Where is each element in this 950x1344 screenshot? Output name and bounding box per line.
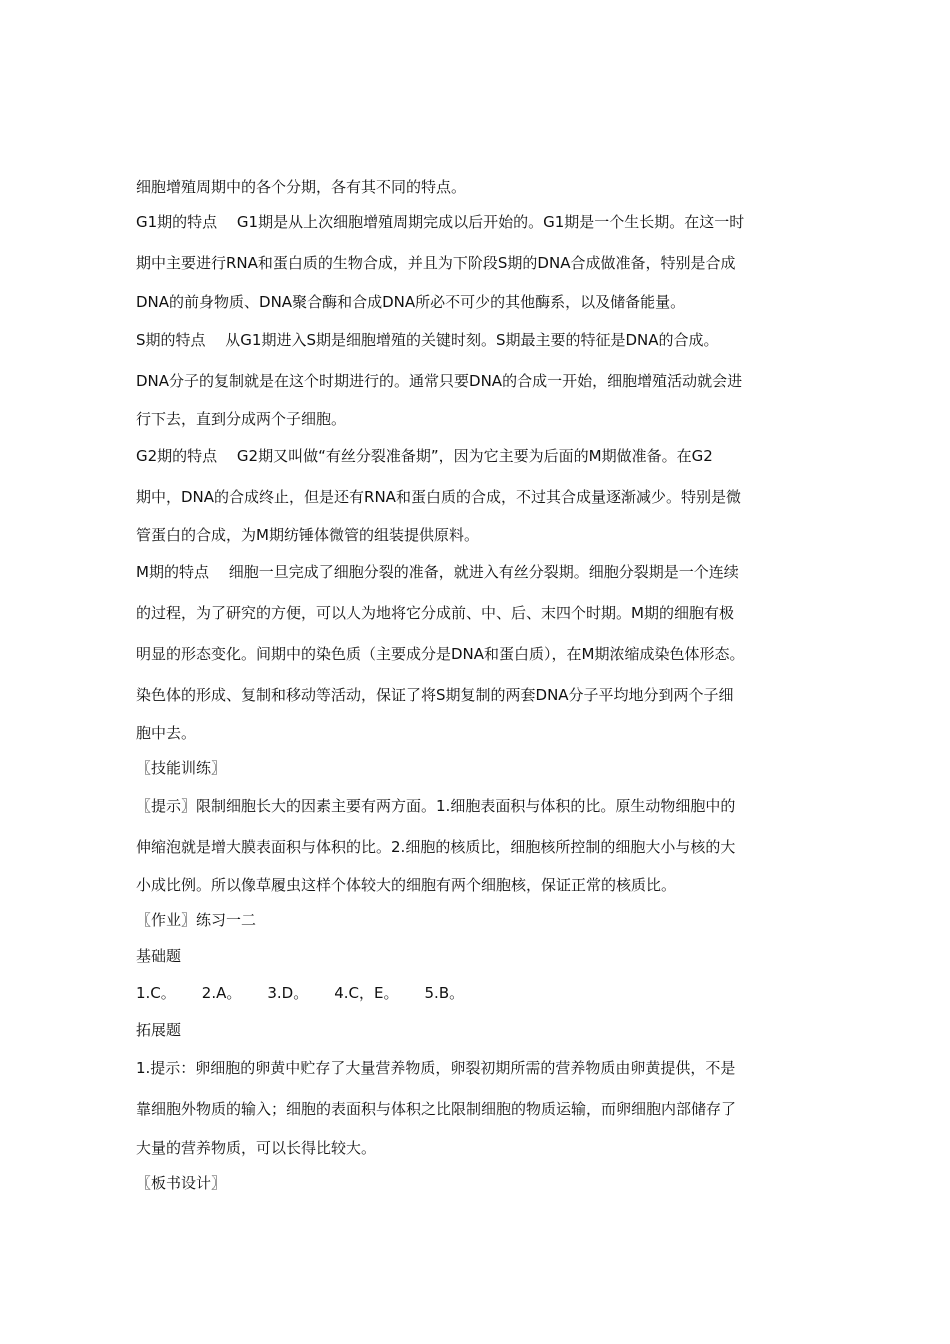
answer-1: 1.C。 [136, 984, 176, 1002]
board-design-heading: 〖板书设计〗 [136, 1174, 227, 1192]
g2-heading-line: G2期的特点 G2期又叫做“有丝分裂准备期”，因为它主要为后面的M期做准备。在G2 [136, 447, 713, 465]
hint-line: 〖提示〗限制细胞长大的因素主要有两方面。1.细胞表面积与体积的比。原生动物细胞中的 [136, 797, 736, 815]
extension-questions-label: 拓展题 [136, 1021, 182, 1039]
m-heading-line: M期的特点 细胞一旦完成了细胞分裂的准备，就进入有丝分裂期。细胞分裂期是一个连续 [136, 563, 739, 581]
g1-heading-line: G1期的特点 G1期是从上次细胞增殖周期完成以后开始的。G1期是一个生长期。在这一时 [136, 213, 745, 231]
intro-line: 细胞增殖周期中的各个分期，各有其不同的特点。 [136, 178, 467, 196]
homework-heading: 〖作业〗练习一二 [136, 911, 257, 929]
m-text-line: 明显的形态变化。间期中的染色质（主要成分是DNA和蛋白质），在M期浓缩成染色体形态。 [136, 645, 745, 663]
answer-4: 4.C，E。 [334, 984, 399, 1002]
g2-text-line: 管蛋白的合成，为M期纺锤体微管的组装提供原料。 [136, 526, 479, 544]
answer-5: 5.B。 [424, 984, 465, 1002]
extension-answer-line: 大量的营养物质，可以长得比较大。 [136, 1139, 377, 1157]
s-text-line: DNA分子的复制就是在这个时期进行的。通常只要DNA的合成一开始，细胞增殖活动就会进 [136, 372, 743, 390]
s-heading-line: S期的特点 从G1期进入S期是细胞增殖的关键时刻。S期最主要的特征是DNA的合成。 [136, 331, 719, 349]
m-text-line: 胞中去。 [136, 724, 197, 742]
skill-training-heading: 〖技能训练〗 [136, 759, 227, 777]
answer-3: 3.D。 [267, 984, 309, 1002]
answer-2: 2.A。 [201, 984, 242, 1002]
extension-answer-line: 1.提示：卵细胞的卵黄中贮存了大量营养物质，卵裂初期所需的营养物质由卵黄提供，不是 [136, 1059, 736, 1077]
answers-row [136, 975, 826, 1012]
s-text-line: 行下去，直到分成两个子细胞。 [136, 410, 347, 428]
basic-questions-label: 基础题 [136, 947, 182, 965]
m-text-line: 染色体的形成、复制和移动等活动，保证了将S期复制的两套DNA分子平均地分到两个子细 [136, 686, 734, 704]
g1-text-line: 期中主要进行RNA和蛋白质的生物合成，并且为下阶段S期的DNA合成做准备，特别是合成 [136, 254, 736, 272]
g2-text-line: 期中，DNA的合成终止，但是还有RNA和蛋白质的合成，不过其合成量逐渐减少。特别是微 [136, 488, 741, 506]
m-text-line: 的过程，为了研究的方便，可以人为地将它分成前、中、后、末四个时期。M期的细胞有极 [136, 604, 734, 622]
hint-line: 伸缩泡就是增大膜表面积与体积的比。2.细胞的核质比，细胞核所控制的细胞大小与核的大 [136, 838, 736, 856]
document-body [136, 172, 826, 1200]
g1-text-line: DNA的前身物质、DNA聚合酶和合成DNA所必不可少的其他酶系，以及储备能量。 [136, 293, 686, 311]
extension-answer-line: 靠细胞外物质的输入；细胞的表面积与体积之比限制细胞的物质运输，而卵细胞内部储存了 [136, 1100, 737, 1118]
hint-line: 小成比例。所以像草履虫这样个体较大的细胞有两个细胞核，保证正常的核质比。 [136, 876, 677, 894]
